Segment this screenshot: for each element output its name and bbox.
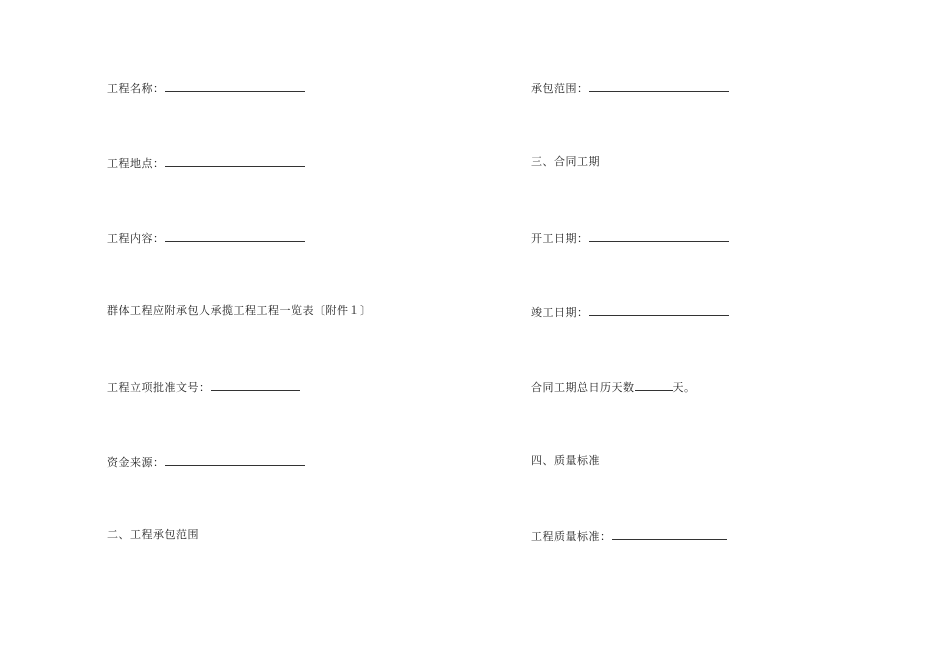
total-days-row bbox=[531, 379, 696, 393]
approval-doc-row bbox=[107, 379, 300, 393]
start-date-row bbox=[531, 230, 729, 244]
section-four-heading bbox=[531, 454, 600, 468]
funding-source-row bbox=[107, 454, 305, 468]
section-two-heading bbox=[107, 528, 199, 542]
contract-scope-row bbox=[531, 80, 729, 94]
total-days-prefix: 合同工期总日历天数 bbox=[531, 381, 635, 394]
project-location-label: 工程地点： bbox=[107, 157, 165, 170]
contract-scope-label: 承包范围： bbox=[531, 82, 589, 95]
start-date-field[interactable] bbox=[589, 230, 729, 242]
approval-doc-field[interactable] bbox=[211, 379, 300, 391]
total-days-field[interactable] bbox=[635, 379, 673, 391]
project-content-row bbox=[107, 230, 305, 244]
funding-source-field[interactable] bbox=[165, 454, 305, 466]
quality-standard-field[interactable] bbox=[612, 528, 727, 540]
group-project-note-text: 群体工程应附承包人承揽工程工程一览表〔附件１〕 bbox=[107, 304, 372, 317]
start-date-label: 开工日期： bbox=[531, 232, 589, 245]
total-days-suffix: 天。 bbox=[672, 381, 696, 394]
section-three-heading-text: 三、合同工期 bbox=[531, 155, 600, 168]
section-three-heading bbox=[531, 155, 600, 169]
group-project-note bbox=[107, 304, 372, 318]
project-location-field[interactable] bbox=[165, 155, 305, 167]
contract-scope-field[interactable] bbox=[589, 80, 729, 92]
project-name-field[interactable] bbox=[165, 80, 305, 92]
quality-standard-label: 工程质量标准： bbox=[531, 530, 612, 543]
completion-date-label: 竣工日期： bbox=[531, 306, 589, 319]
project-location-row bbox=[107, 155, 305, 169]
project-content-field[interactable] bbox=[165, 230, 305, 242]
project-name-label: 工程名称： bbox=[107, 82, 165, 95]
approval-doc-label: 工程立项批准文号： bbox=[107, 381, 211, 394]
section-two-heading-text: 二、工程承包范围 bbox=[107, 528, 199, 541]
project-name-row bbox=[107, 80, 305, 94]
funding-source-label: 资金来源： bbox=[107, 456, 165, 469]
section-four-heading-text: 四、质量标准 bbox=[531, 454, 600, 467]
completion-date-row bbox=[531, 304, 729, 318]
project-content-label: 工程内容： bbox=[107, 232, 165, 245]
quality-standard-row bbox=[531, 528, 727, 542]
completion-date-field[interactable] bbox=[589, 304, 729, 316]
